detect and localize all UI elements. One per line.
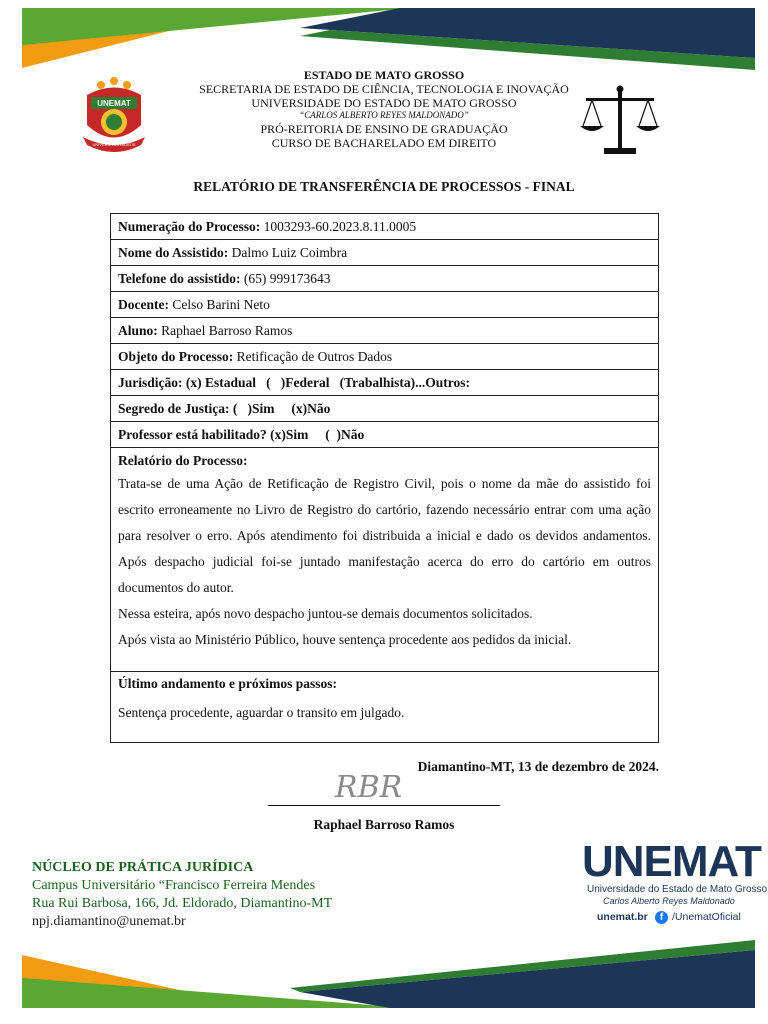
social-handle[interactable]: /UnematOficial (672, 911, 741, 923)
logo-subtitle: Universidade do Estado de Mato Grosso (587, 884, 768, 895)
signer-name: Raphael Barroso Ramos (313, 817, 455, 832)
report-paragraph-3: Após vista ao Ministério Público, houve sentença procedente aos pedidos da inicial. (118, 632, 572, 647)
field-value: Raphael Barroso Ramos (161, 322, 293, 338)
field-value: Celso Barini Neto (172, 296, 270, 312)
scales-of-justice-icon (578, 84, 662, 158)
header-secretariat: SECRETARIA DE ESTADO DE CIÊNCIA, TECNOLOGIA E INOVAÇÃO (199, 82, 569, 96)
signature-line (268, 805, 500, 806)
header-university: UNIVERSIDADE DO ESTADO DE MATO GROSSO (251, 96, 517, 110)
field-value: Dalmo Luiz Coimbra (231, 244, 348, 260)
header-university-name: “CARLOS ALBERTO REYES MALDONADO” (299, 110, 469, 120)
footer-campus: Campus Universitário “Francisco Ferreira Mendes (32, 878, 316, 893)
seal-label: UNEMAT (97, 99, 131, 108)
footer-address: Rua Rui Barbosa, 166, Jd. Eldorado, Diamantino-MT (32, 896, 333, 911)
seal-ribbon-text: UNIVERSITAS DIDATIS (92, 142, 136, 147)
field-label: Numeração do Processo: (118, 218, 261, 234)
field-value: Retificação de Outros Dados (236, 348, 393, 364)
process-cell (111, 396, 659, 422)
field-label: Objeto do Processo: (118, 348, 234, 364)
process-cell (111, 214, 659, 240)
header-state: ESTADO DE MATO GROSSO (303, 68, 465, 82)
report-row (111, 448, 659, 672)
report-label: Relatório do Processo: (118, 453, 248, 468)
footer-email: npj.diamantino@unemat.br (32, 914, 186, 929)
process-row (111, 422, 659, 448)
process-row (111, 344, 659, 370)
bottom-banner (0, 940, 768, 1024)
header-pro-rectory: PRÓ-REITORIA DE ENSINO DE GRADUAÇÃO (260, 122, 508, 136)
process-table (110, 213, 659, 743)
field-label: Jurisdição: (x) Estadual ( )Federal (Trabalhista)...Outros: (118, 374, 470, 390)
process-row (111, 370, 659, 396)
process-cell (111, 422, 659, 448)
last-step-row (111, 672, 659, 743)
process-row (111, 396, 659, 422)
field-label: Nome do Assistido: (118, 244, 229, 260)
unemat-logo-text: UNEMAT (582, 837, 761, 886)
process-row (111, 240, 659, 266)
logo-subtitle-2: Carlos Alberto Reyes Maldonado (603, 896, 735, 906)
process-cell (111, 266, 659, 292)
process-row (111, 214, 659, 240)
process-cell (111, 318, 659, 344)
date-line: Diamantino-MT, 13 de dezembro de 2024. (417, 759, 659, 774)
process-cell (111, 344, 659, 370)
signature-mark: RBR (335, 770, 403, 805)
website-link[interactable]: unemat.br (597, 911, 648, 923)
last-step-label: Último andamento e próximos passos: (118, 676, 338, 691)
field-label: Telefone do assistido: (118, 270, 241, 286)
process-row (111, 292, 659, 318)
facebook-icon: f (655, 911, 668, 924)
report-paragraph-1: Trata-se de uma Ação de Retificação de Registro Civil, pois o nome da mãe do assistido foi escrito erroneamente no Livro de Registro do cartório, fazendo necessário entrar com uma ação para resolver o erro. Após atendimento foi distribuida a inicial e dado os devidos andamentos. Após despacho judicial foi-se juntado manifestação acerca do erro do cartório em outros documentos do autor. (118, 476, 651, 595)
field-label: Professor está habilitado? (x)Sim ( )Não (118, 426, 365, 442)
footer-nucleus: NÚCLEO DE PRÁTICA JURÍDICA (32, 860, 254, 875)
header-course: CURSO DE BACHARELADO EM DIREITO (271, 136, 497, 150)
unemat-logo (582, 837, 761, 886)
process-cell (111, 240, 659, 266)
report-paragraph-2: Nessa esteira, após novo despacho juntou-se demais documentos solicitados. (118, 606, 533, 621)
last-step-text: Sentença procedente, aguardar o transito em julgado. (118, 705, 405, 720)
field-label: Docente: (118, 296, 169, 312)
document-title: RELATÓRIO DE TRANSFERÊNCIA DE PROCESSOS - FINAL (193, 179, 575, 194)
field-value: 1003293-60.2023.8.11.0005 (263, 218, 417, 234)
process-cell (111, 370, 659, 396)
field-label: Segredo de Justiça: ( )Sim (x)Não (118, 400, 331, 416)
process-row (111, 318, 659, 344)
process-cell (111, 292, 659, 318)
field-label: Aluno: (118, 322, 158, 338)
process-row (111, 266, 659, 292)
navy-band-bottom (300, 950, 755, 1008)
field-value: (65) 999173643 (243, 270, 331, 286)
